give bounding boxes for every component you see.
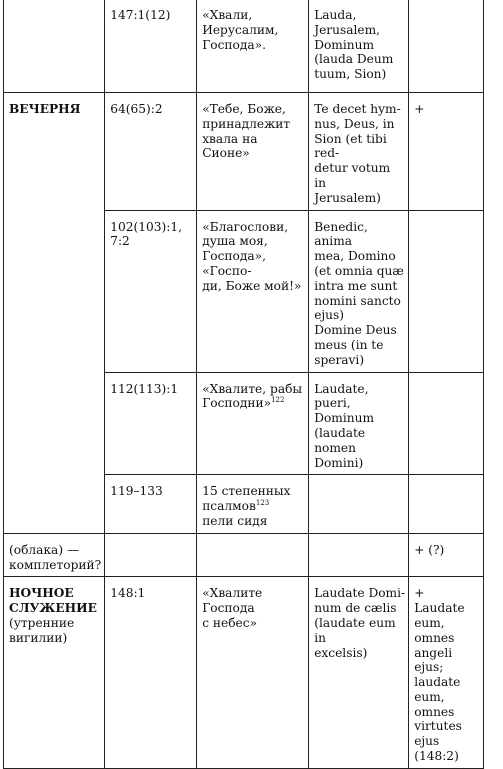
- text-line: meus (in te: [314, 337, 384, 352]
- text-line: Benedic, anima: [314, 219, 368, 249]
- text-line: НОЧНОЕ: [9, 586, 74, 601]
- text-line: «Хвалите, рабы: [202, 381, 303, 396]
- psalm-cell: 147:1(12): [105, 0, 197, 93]
- psalm-cell: [105, 533, 197, 577]
- text-line: Dominum: [314, 411, 375, 426]
- text-line: «Хвали,: [202, 8, 253, 22]
- text-line: «Тебе, Боже,: [202, 102, 286, 116]
- text-line: Laudate Domi-: [314, 586, 406, 601]
- text-line: nomini sancto: [314, 293, 401, 308]
- footnote-marker: 123: [255, 499, 270, 508]
- note-cell: [409, 475, 484, 533]
- latin-text-cell: [309, 533, 409, 577]
- text-line: Jerusalem,: [314, 22, 381, 37]
- latin-text-cell: [309, 210, 409, 372]
- note-cell: [409, 93, 484, 211]
- text-line: Lauda,: [314, 8, 357, 22]
- russian-text-cell: [197, 0, 309, 93]
- text-line: num de cælis: [314, 601, 397, 616]
- footnote-marker: 122: [271, 396, 285, 405]
- text-line: +: [414, 586, 425, 601]
- text-line: комплеторий?: [9, 557, 102, 572]
- service-cell: [4, 0, 105, 93]
- text-line: СЛУЖЕНИЕ: [9, 601, 97, 616]
- psalm-cell: 64(65):2: [105, 93, 197, 211]
- text-line: mea, Domino: [314, 249, 396, 264]
- text-line: Dominum: [314, 37, 375, 52]
- text-line: 102(103):1,: [110, 219, 182, 234]
- note-cell: [409, 210, 484, 372]
- psalm-comparison-table: [3, 0, 484, 769]
- text-line: 15 степенных: [202, 484, 291, 499]
- service-cell: [4, 533, 105, 577]
- text-line: speravi): [314, 352, 365, 367]
- text-line: «Хвалите Господа: [202, 586, 263, 616]
- latin-text-cell: [309, 93, 409, 211]
- text-line: nus, Deus, in: [314, 116, 395, 131]
- text-line: detur votum in: [314, 161, 391, 190]
- text-line: «Благослови,: [202, 219, 289, 234]
- service-cell: [4, 577, 105, 769]
- text-line: Господа», «Госпо-: [202, 249, 266, 278]
- note-cell: [409, 0, 484, 93]
- text-line: (et omnia quæ: [314, 263, 404, 278]
- russian-text-cell: [197, 210, 309, 372]
- text-line: angeli ejus;: [414, 645, 453, 675]
- russian-text-cell: [197, 372, 309, 475]
- text-line: (утренние: [9, 615, 75, 630]
- text-line: Domini): [314, 455, 364, 470]
- psalm-cell: 148:1: [105, 577, 197, 769]
- text-line: Domine Deus: [314, 323, 397, 338]
- text-line: tuum, Sion): [314, 67, 387, 82]
- note-cell: [409, 577, 484, 769]
- text-line: (laudate nomen: [314, 425, 366, 455]
- text-line: virtutes ejus: [414, 719, 462, 749]
- text-line: ди, Боже мой!»: [202, 278, 302, 293]
- text-fragment: Господни»: [202, 396, 272, 411]
- note-cell: [409, 533, 484, 577]
- text-line: [202, 396, 305, 411]
- text-line: Laudate: [414, 601, 465, 616]
- text-line: excelsis): [314, 645, 368, 660]
- russian-text-cell: [197, 93, 309, 211]
- psalm-cell: 119–133: [105, 475, 197, 533]
- russian-text-cell: [197, 475, 309, 533]
- text-line: (lauda Deum: [314, 52, 394, 67]
- russian-text-cell: [197, 577, 309, 769]
- psalm-cell: 112(113):1: [105, 372, 197, 475]
- text-line: [202, 499, 305, 514]
- text-line: Te decet hym-: [314, 102, 401, 116]
- text-line: 7:2: [110, 234, 130, 249]
- text-line: Иерусалим,: [202, 22, 279, 37]
- service-name: ВЕЧЕРНЯ: [9, 102, 81, 116]
- text-line: eum, omnes: [414, 615, 455, 645]
- text-line: душа моя,: [202, 234, 268, 249]
- text-line: (облака) —: [9, 542, 80, 557]
- text-line: intra me sunt: [314, 278, 398, 293]
- latin-text-cell: [309, 0, 409, 93]
- text-line: хвала на Сионе»: [202, 131, 258, 161]
- table-row: [4, 0, 484, 93]
- text-line: (laudate eum in: [314, 615, 396, 645]
- text-line: с небес»: [202, 615, 258, 630]
- table-row: [4, 533, 484, 577]
- text-line: +: [414, 102, 425, 116]
- latin-text-cell: [309, 475, 409, 533]
- text-fragment: псалмов: [202, 499, 256, 514]
- text-line: Sion (et tibi red-: [314, 131, 387, 161]
- text-line: + (?): [414, 542, 445, 557]
- russian-text-cell: [197, 533, 309, 577]
- text-line: принадлежит: [202, 116, 291, 131]
- psalm-cell: [105, 210, 197, 372]
- table-row: [4, 93, 484, 211]
- note-cell: [409, 372, 484, 475]
- text-line: eum, omnes: [414, 689, 455, 719]
- text-line: Господа».: [202, 37, 266, 52]
- text-line: Laudate, pueri,: [314, 381, 369, 411]
- latin-text-cell: [309, 372, 409, 475]
- text-line: Jerusalem): [314, 190, 381, 205]
- text-line: вигилии): [9, 630, 68, 645]
- latin-text-cell: [309, 577, 409, 769]
- text-line: пели сидя: [202, 513, 268, 528]
- table-row: [4, 577, 484, 769]
- text-line: (148:2): [414, 749, 459, 764]
- service-cell: [4, 93, 105, 534]
- text-line: laudate: [414, 675, 461, 690]
- text-line: ejus): [314, 308, 345, 323]
